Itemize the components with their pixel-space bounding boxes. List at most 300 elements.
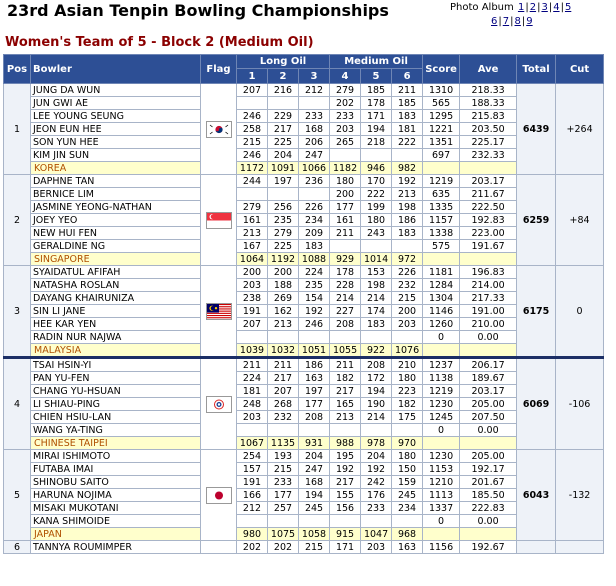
game-score: 159: [392, 476, 423, 489]
bowler-average: 225.17: [460, 136, 517, 149]
album-link-1[interactable]: 1: [517, 2, 525, 13]
album-link-8[interactable]: 8: [514, 16, 521, 27]
bowler-name: SHINOBU SAITO: [31, 476, 201, 489]
game-score: 233: [299, 110, 330, 123]
game-score: [392, 515, 423, 528]
bowler-score: 1153: [423, 463, 460, 476]
bowler-average: 222.83: [460, 502, 517, 515]
album-link-6[interactable]: 6: [491, 16, 498, 27]
game-score: 211: [237, 358, 268, 372]
game-score: 202: [330, 97, 361, 110]
game-score: 200: [330, 188, 361, 201]
game-score: [330, 424, 361, 437]
bowler-row: [4, 489, 604, 502]
game-score: 211: [330, 227, 361, 240]
bowler-score: 1221: [423, 123, 460, 136]
game-score: 197: [268, 175, 299, 188]
game-score: [392, 240, 423, 253]
bowler-score: 1245: [423, 411, 460, 424]
game-score: [361, 240, 392, 253]
country-total-row: [4, 437, 604, 450]
team-position: 2: [4, 175, 31, 266]
country-game-total: 978: [361, 437, 392, 450]
game-score: 183: [361, 318, 392, 331]
country-game-total: 1066: [299, 162, 330, 175]
header-long-oil: Long Oil: [237, 55, 330, 69]
malaysia-flag-icon: [206, 303, 232, 320]
bowler-name: FUTABA IMAI: [31, 463, 201, 476]
game-score: 156: [330, 502, 361, 515]
bowler-average: 203.50: [460, 123, 517, 136]
country-game-total: 980: [237, 528, 268, 541]
team-total: 6175: [517, 266, 556, 358]
game-score: 192: [299, 305, 330, 318]
game-score: 242: [361, 476, 392, 489]
game-score: 163: [299, 372, 330, 385]
country-game-total: 970: [392, 437, 423, 450]
game-score: 200: [237, 266, 268, 279]
country-name: JAPAN: [31, 528, 201, 541]
header-flag: Flag: [201, 55, 237, 84]
bowler-average: 203.17: [460, 385, 517, 398]
bowler-score: 1338: [423, 227, 460, 240]
bowler-score: 1335: [423, 201, 460, 214]
game-score: 171: [361, 110, 392, 123]
singapore-flag-icon: [206, 212, 232, 229]
game-score: 208: [361, 358, 392, 372]
game-score: 180: [330, 175, 361, 188]
bowler-row: [4, 331, 604, 344]
game-score: 178: [330, 266, 361, 279]
country-game-total: 1088: [299, 253, 330, 266]
country-game-total: 922: [361, 344, 392, 358]
game-score: 256: [268, 201, 299, 214]
bowler-name: CHIEN HSIU-LAN: [31, 411, 201, 424]
game-score: 210: [392, 358, 423, 372]
game-score: 257: [268, 502, 299, 515]
game-score: 163: [392, 541, 423, 554]
game-score: 165: [330, 398, 361, 411]
game-score: 204: [361, 450, 392, 463]
game-score: 214: [361, 292, 392, 305]
game-score: 227: [330, 305, 361, 318]
bowler-score: 1230: [423, 450, 460, 463]
bowler-score: 1113: [423, 489, 460, 502]
game-score: 208: [330, 318, 361, 331]
game-score: 194: [299, 489, 330, 502]
bowler-row: [4, 411, 604, 424]
game-score: 211: [330, 358, 361, 372]
country-game-total: 1067: [237, 437, 268, 450]
game-score: 206: [299, 136, 330, 149]
bowler-row: [4, 372, 604, 385]
country-game-total: 915: [330, 528, 361, 541]
game-score: 215: [299, 541, 330, 554]
game-score: 215: [268, 463, 299, 476]
bowler-name: JUN GWI AE: [31, 97, 201, 110]
album-link-7[interactable]: 7: [502, 16, 510, 27]
game-score: 224: [299, 266, 330, 279]
game-score: 224: [237, 372, 268, 385]
bowler-name: DAYANG KHAIRUNIZA: [31, 292, 201, 305]
game-score: 215: [237, 136, 268, 149]
game-score: 203: [330, 123, 361, 136]
bowler-average: 191.67: [460, 240, 517, 253]
game-score: 175: [392, 411, 423, 424]
game-score: 168: [299, 476, 330, 489]
game-score: 243: [361, 227, 392, 240]
game-score: 258: [237, 123, 268, 136]
game-score: 246: [237, 149, 268, 162]
country-game-total: 1064: [237, 253, 268, 266]
team-flag: [201, 358, 237, 450]
bowler-average: 232.33: [460, 149, 517, 162]
team-cut: [556, 541, 604, 554]
game-score: 154: [299, 292, 330, 305]
team-position: 4: [4, 358, 31, 450]
game-score: 212: [237, 502, 268, 515]
bowler-score: 1304: [423, 292, 460, 305]
country-ave-blank: [460, 344, 517, 358]
bowler-name: NEW HUI FEN: [31, 227, 201, 240]
game-score: 155: [330, 489, 361, 502]
team-total: 6069: [517, 358, 556, 450]
block-subtitle: Women's Team of 5 - Block 2 (Medium Oil): [5, 35, 314, 50]
bowler-row: [4, 398, 604, 411]
header-game-3: 3: [299, 69, 330, 84]
bowler-row: [4, 227, 604, 240]
bowler-name: SYAIDATUL AFIFAH: [31, 266, 201, 279]
country-game-total: 1055: [330, 344, 361, 358]
bowler-name: JASMINE YEONG-NATHAN: [31, 201, 201, 214]
game-score: 191: [237, 476, 268, 489]
country-name: KOREA: [31, 162, 201, 175]
country-name: CHINESE TAIPEI: [31, 437, 201, 450]
game-score: 226: [392, 266, 423, 279]
team-flag: [201, 175, 237, 266]
team-total: 6259: [517, 175, 556, 266]
country-game-total: 1051: [299, 344, 330, 358]
game-score: 232: [268, 411, 299, 424]
country-total-row: [4, 344, 604, 358]
bowler-name: HARUNA NOJIMA: [31, 489, 201, 502]
bowler-average: 0.00: [460, 331, 517, 344]
country-game-total: 1075: [268, 528, 299, 541]
game-score: 213: [330, 411, 361, 424]
team-cut: +264: [556, 84, 604, 175]
game-score: [330, 240, 361, 253]
game-score: 213: [268, 318, 299, 331]
country-ave-blank: [460, 437, 517, 450]
game-score: 214: [330, 292, 361, 305]
game-score: [361, 331, 392, 344]
game-score: 194: [361, 385, 392, 398]
game-score: 195: [330, 450, 361, 463]
game-score: [361, 515, 392, 528]
game-score: [237, 424, 268, 437]
game-score: 153: [361, 266, 392, 279]
country-game-total: 1047: [361, 528, 392, 541]
album-link-4[interactable]: 4: [553, 2, 560, 13]
bowler-name: GERALDINE NG: [31, 240, 201, 253]
game-score: 223: [392, 385, 423, 398]
bowler-name: BERNICE LIM: [31, 188, 201, 201]
team-flag: [201, 450, 237, 541]
bowler-name: NATASHA ROSLAN: [31, 279, 201, 292]
game-score: 168: [299, 123, 330, 136]
game-score: [361, 149, 392, 162]
game-score: 177: [299, 398, 330, 411]
game-score: 190: [361, 398, 392, 411]
japan-flag-icon: [206, 487, 232, 504]
bowler-name: TSAI HSIN-YI: [31, 358, 201, 372]
game-score: 172: [361, 372, 392, 385]
game-score: 229: [268, 110, 299, 123]
country-game-total: 1192: [268, 253, 299, 266]
bowler-row: [4, 292, 604, 305]
game-score: 225: [268, 240, 299, 253]
country-score-blank: [423, 528, 460, 541]
game-score: 208: [299, 411, 330, 424]
game-score: 207: [237, 84, 268, 97]
bowler-score: 1181: [423, 266, 460, 279]
header-score: Score: [423, 55, 460, 84]
bowler-row: [4, 84, 604, 97]
bowler-average: 203.17: [460, 175, 517, 188]
bowler-average: 205.00: [460, 450, 517, 463]
bowler-name: LI SHIAU-PING: [31, 398, 201, 411]
header-game-5: 5: [361, 69, 392, 84]
team-cut: 0: [556, 266, 604, 358]
bowler-row: [4, 240, 604, 253]
game-score: 233: [361, 502, 392, 515]
team-position: 5: [4, 450, 31, 541]
bowler-name: TANNYA ROUMIMPER: [31, 541, 201, 554]
country-game-total: 1172: [237, 162, 268, 175]
bowler-name: PAN YU-FEN: [31, 372, 201, 385]
game-score: 198: [392, 201, 423, 214]
game-score: [330, 149, 361, 162]
game-score: 204: [268, 149, 299, 162]
header-game-1: 1: [237, 69, 268, 84]
game-score: [237, 188, 268, 201]
game-score: 247: [299, 149, 330, 162]
game-score: 177: [330, 201, 361, 214]
bowler-score: 1260: [423, 318, 460, 331]
bowler-score: 697: [423, 149, 460, 162]
bowler-score: 635: [423, 188, 460, 201]
game-score: 200: [268, 266, 299, 279]
bowler-score: 1337: [423, 502, 460, 515]
bowler-score: 1156: [423, 541, 460, 554]
game-score: 192: [392, 175, 423, 188]
game-score: 217: [330, 385, 361, 398]
game-score: 217: [268, 372, 299, 385]
bowler-row: [4, 110, 604, 123]
game-score: 234: [299, 214, 330, 227]
bowler-average: 0.00: [460, 424, 517, 437]
album-link-9[interactable]: 9: [526, 16, 533, 27]
team-flag: [201, 266, 237, 358]
team-position: 3: [4, 266, 31, 358]
team-total: [517, 541, 556, 554]
game-score: [392, 424, 423, 437]
bowler-row: [4, 305, 604, 318]
game-score: 193: [268, 450, 299, 463]
country-total-row: [4, 528, 604, 541]
game-score: 233: [268, 476, 299, 489]
bowler-row: [4, 214, 604, 227]
game-score: [361, 424, 392, 437]
bowler-name: KIM JIN SUN: [31, 149, 201, 162]
album-link-2[interactable]: 2: [529, 2, 537, 13]
photo-album-label: Photo Album: [450, 2, 514, 13]
bowler-name: KANA SHIMOIDE: [31, 515, 201, 528]
team-flag: [201, 541, 237, 554]
bowler-average: 218.33: [460, 84, 517, 97]
game-score: 180: [361, 214, 392, 227]
game-score: 157: [237, 463, 268, 476]
game-score: 186: [299, 358, 330, 372]
country-name: SINGAPORE: [31, 253, 201, 266]
game-score: 213: [237, 227, 268, 240]
country-score-blank: [423, 253, 460, 266]
game-score: 204: [299, 450, 330, 463]
game-score: 166: [237, 489, 268, 502]
bowler-average: 205.00: [460, 398, 517, 411]
game-score: 150: [392, 463, 423, 476]
game-score: [299, 331, 330, 344]
game-score: 176: [361, 489, 392, 502]
game-score: 218: [361, 136, 392, 149]
game-score: 185: [392, 97, 423, 110]
team-flag: [201, 84, 237, 175]
bowler-score: 1295: [423, 110, 460, 123]
game-score: 246: [237, 110, 268, 123]
country-game-total: 1032: [268, 344, 299, 358]
bowler-row: [4, 515, 604, 528]
bowler-row: [4, 476, 604, 489]
bowler-score: 1351: [423, 136, 460, 149]
bowler-score: 1157: [423, 214, 460, 227]
bowler-name: MIRAI ISHIMOTO: [31, 450, 201, 463]
bowler-row: [4, 318, 604, 331]
bowler-name: HEE KAR YEN: [31, 318, 201, 331]
game-score: 185: [361, 84, 392, 97]
bowler-average: 214.00: [460, 279, 517, 292]
game-score: 188: [268, 279, 299, 292]
bowler-average: 222.50: [460, 201, 517, 214]
team-total: 6439: [517, 84, 556, 175]
country-score-blank: [423, 437, 460, 450]
game-score: 222: [361, 188, 392, 201]
game-score: 247: [299, 463, 330, 476]
bowler-score: 0: [423, 515, 460, 528]
bowler-name: JOEY YEO: [31, 214, 201, 227]
game-score: 192: [330, 463, 361, 476]
game-score: [299, 188, 330, 201]
bowler-name: LEE YOUNG SEUNG: [31, 110, 201, 123]
game-score: [268, 424, 299, 437]
game-score: [237, 97, 268, 110]
bowler-name: WANG YA-TING: [31, 424, 201, 437]
game-score: 182: [330, 372, 361, 385]
bowler-average: 217.33: [460, 292, 517, 305]
game-score: [299, 97, 330, 110]
game-score: 236: [299, 175, 330, 188]
bowler-average: 201.67: [460, 476, 517, 489]
game-score: 203: [361, 541, 392, 554]
game-score: [268, 331, 299, 344]
country-game-total: 1135: [268, 437, 299, 450]
game-score: 235: [268, 214, 299, 227]
game-score: 199: [361, 201, 392, 214]
header-bowler: Bowler: [31, 55, 201, 84]
game-score: 279: [330, 84, 361, 97]
game-score: 245: [392, 489, 423, 502]
bowler-score: 1138: [423, 372, 460, 385]
game-score: [299, 424, 330, 437]
album-link-5[interactable]: 5: [564, 2, 572, 13]
game-score: 225: [268, 136, 299, 149]
bowler-row: [4, 450, 604, 463]
game-score: 200: [392, 305, 423, 318]
bowler-average: 188.33: [460, 97, 517, 110]
header-game-4: 4: [330, 69, 361, 84]
country-game-total: 946: [361, 162, 392, 175]
bowler-average: 192.17: [460, 463, 517, 476]
game-score: 209: [299, 227, 330, 240]
bowler-row: [4, 123, 604, 136]
bowler-row: [4, 463, 604, 476]
game-score: 181: [237, 385, 268, 398]
game-score: 211: [268, 358, 299, 372]
album-link-3[interactable]: 3: [541, 2, 548, 13]
game-score: 216: [268, 84, 299, 97]
korea-flag-icon: [206, 121, 232, 138]
bowler-row: [4, 541, 604, 554]
game-score: 233: [330, 110, 361, 123]
game-score: 161: [237, 214, 268, 227]
bowler-name: SON YUN HEE: [31, 136, 201, 149]
bowler-average: 189.67: [460, 372, 517, 385]
game-score: 203: [237, 411, 268, 424]
game-score: 207: [237, 318, 268, 331]
game-score: [330, 331, 361, 344]
game-score: 171: [330, 541, 361, 554]
country-ave-blank: [460, 162, 517, 175]
bowler-average: 211.67: [460, 188, 517, 201]
game-score: 182: [392, 398, 423, 411]
game-score: [392, 331, 423, 344]
bowler-row: [4, 97, 604, 110]
game-score: 232: [392, 279, 423, 292]
game-score: 244: [237, 175, 268, 188]
game-score: 269: [268, 292, 299, 305]
game-score: 228: [330, 279, 361, 292]
game-score: 217: [330, 476, 361, 489]
country-total-row: [4, 162, 604, 175]
country-ave-blank: [460, 528, 517, 541]
country-game-total: 1091: [268, 162, 299, 175]
bowler-score: 1237: [423, 358, 460, 372]
bowler-average: 215.83: [460, 110, 517, 123]
game-score: [237, 515, 268, 528]
bowler-row: [4, 188, 604, 201]
bowler-average: 210.00: [460, 318, 517, 331]
game-score: 192: [361, 463, 392, 476]
game-score: 202: [268, 541, 299, 554]
